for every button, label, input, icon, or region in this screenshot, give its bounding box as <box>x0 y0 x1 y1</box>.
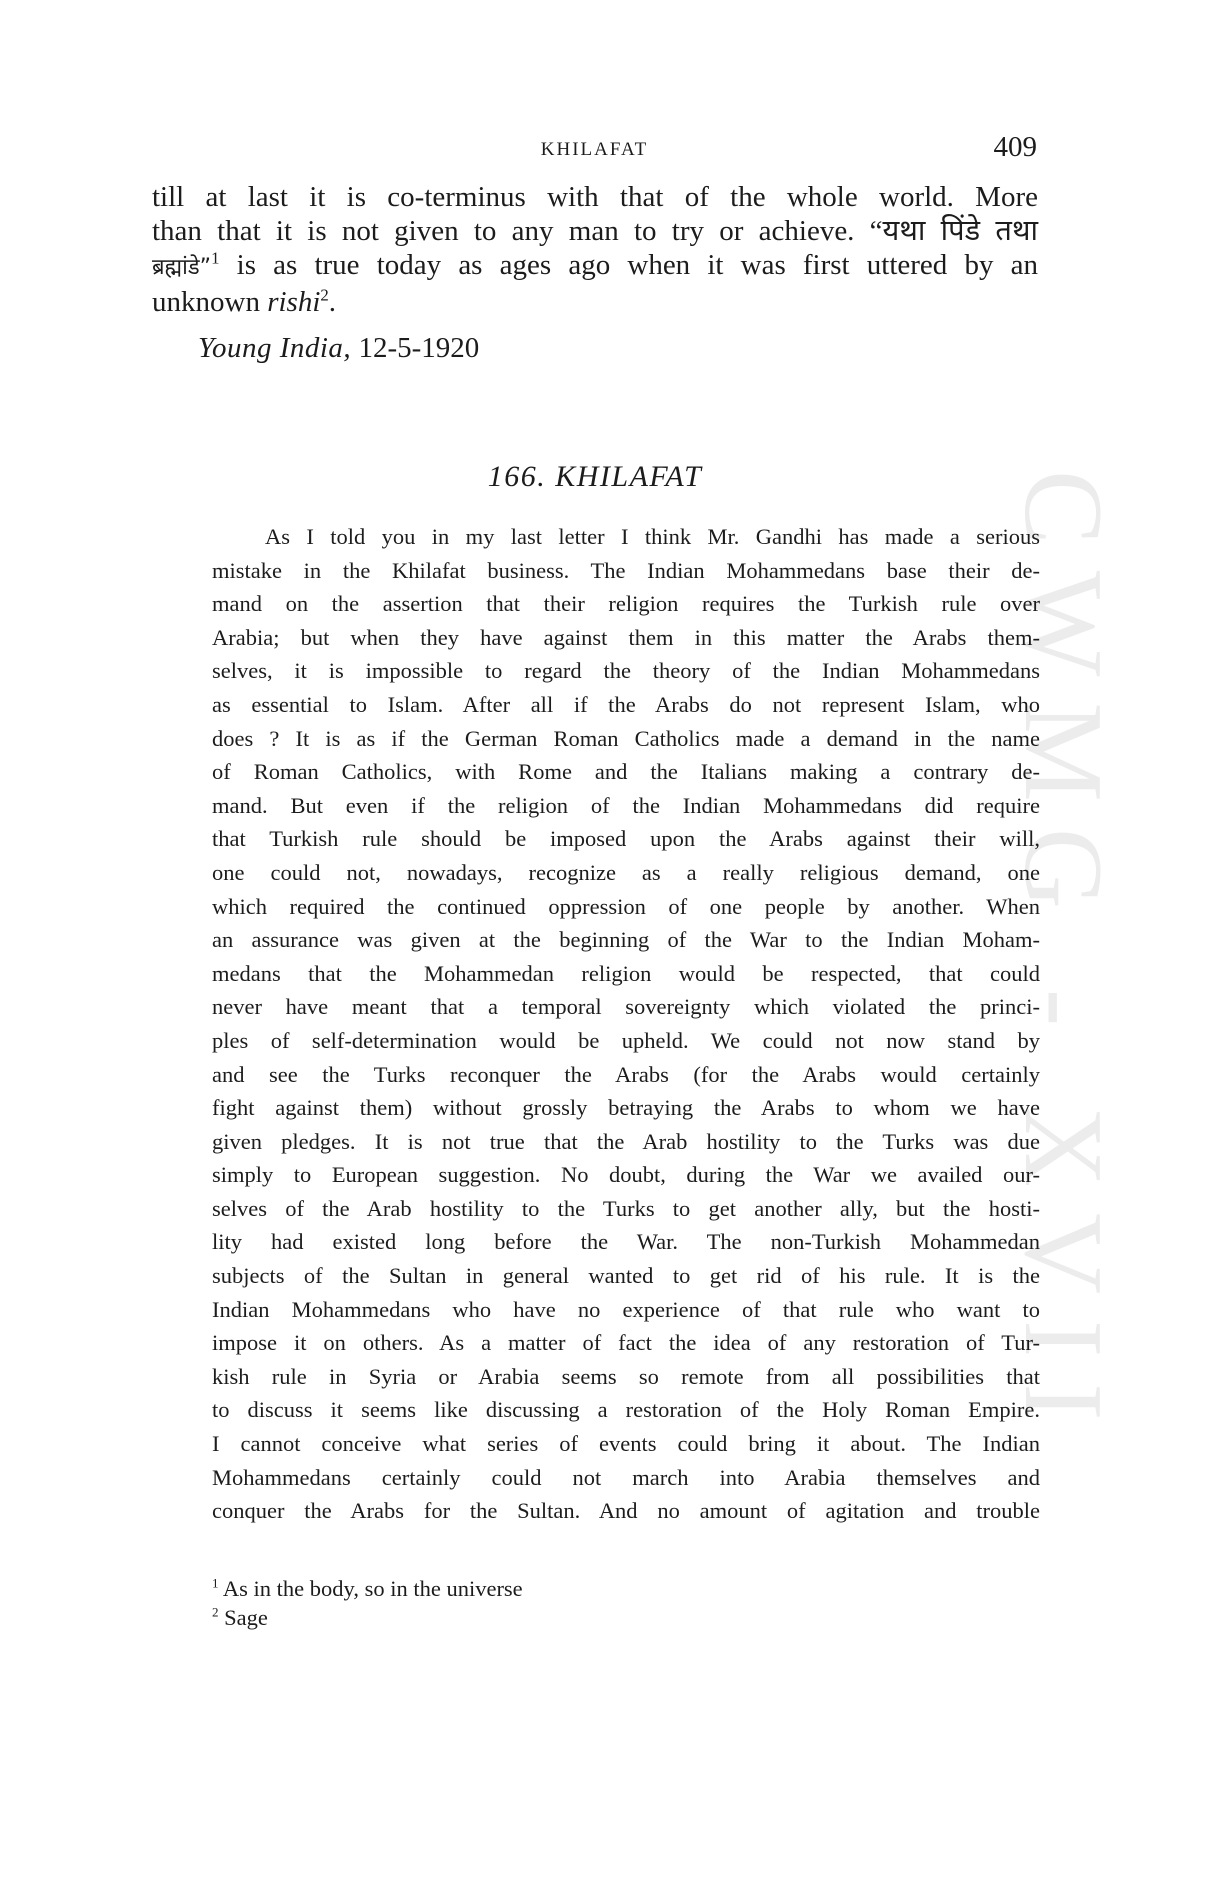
body-line: As I told you in my last letter I think Mr. Gandhi has made a serious <box>265 524 1040 549</box>
intro-line-end: . <box>328 286 337 318</box>
body-line: selves of the Arab hostility to the Turks to get another ally, but the hosti- <box>212 1195 1040 1221</box>
body-line: I cannot conceive what series of events could bring it about. The Indian <box>212 1431 1040 1457</box>
body-line: selves, it is impossible to regard the theory of the Indian Mohammedans <box>212 658 1040 684</box>
intro-line-text: is as true today as ages ago when it was first uttered by an <box>219 249 1038 281</box>
footnotes <box>212 1574 523 1632</box>
intro-line: till at last it is co-terminus with that of the whole world. More <box>152 181 1038 213</box>
footnote-ref-1: 1 <box>211 248 220 268</box>
intro-paragraph <box>152 180 1038 319</box>
page-number: 409 <box>993 131 1037 163</box>
body-line: Mohammedans certainly could not march into Arabia themselves and <box>212 1464 1040 1490</box>
body-line: and see the Turks reconquer the Arabs (for the Arabs would certainly <box>212 1061 1040 1087</box>
body-line: to discuss it seems like discussing a restoration of the Holy Roman Empire. <box>212 1397 1040 1423</box>
footnote-marker: 1 <box>212 1575 219 1591</box>
footnote-ref-2: 2 <box>320 285 329 305</box>
intro-line <box>152 248 1038 285</box>
intro-line <box>152 285 1038 319</box>
body-line: as essential to Islam. After all if the Arabs do not represent Islam, who <box>212 691 1040 717</box>
section-title: 166. KHILAFAT <box>487 460 703 493</box>
source-date: 12-5-1920 <box>358 332 480 364</box>
footnote-1 <box>212 1574 523 1603</box>
body-line: an assurance was given at the beginning of the War to the Indian Moham- <box>212 927 1040 953</box>
running-title: KHILAFAT <box>540 139 649 160</box>
body-line: that Turkish rule should be imposed upon the Arabs against their will, <box>212 826 1040 852</box>
body-line: fight against them) without grossly betraying the Arabs to whom we have <box>212 1095 1040 1121</box>
body-line: which required the continued oppression of one people by another. When <box>212 893 1040 919</box>
body-line: kish rule in Syria or Arabia seems so remote from all possibilities that <box>212 1363 1040 1389</box>
body-line: mand on the assertion that their religion requires the Turkish rule over <box>212 591 1040 617</box>
footnote-text: Sage <box>224 1605 268 1630</box>
intro-line-text: unknown <box>152 286 268 318</box>
sanskrit-quote: ब्रह्मांडे” <box>152 255 212 280</box>
watermark: CWMG - XVII <box>1001 470 1125 1447</box>
body-line: subjects of the Sultan in general wanted to get rid of his rule. It is the <box>212 1263 1040 1289</box>
body-line: Indian Mohammedans who have no experience of that rule who want to <box>212 1296 1040 1322</box>
intro-line-text: than that it is not given to any man to try or achieve. “यथा पिंडे तथा <box>152 215 1038 247</box>
source-publication: Young India, <box>198 332 352 364</box>
footnote-text: As in the body, so in the universe <box>222 1576 523 1601</box>
body-text <box>212 520 1040 1528</box>
body-line: of Roman Catholics, with Rome and the Italians making a contrary de- <box>212 759 1040 785</box>
source-citation <box>198 332 479 365</box>
body-line: impose it on others. As a matter of fact the idea of any restoration of Tur- <box>212 1330 1040 1356</box>
body-line: ples of self-determination would be upheld. We could not now stand by <box>212 1027 1040 1053</box>
body-line: simply to European suggestion. No doubt, during the War we availed our- <box>212 1162 1040 1188</box>
body-line: conquer the Arabs for the Sultan. And no amount of agitation and trouble <box>212 1498 1040 1524</box>
footnote-marker: 2 <box>212 1604 219 1620</box>
rishi-word: rishi <box>267 286 321 318</box>
body-line: never have meant that a temporal sovereignty which violated the princi- <box>212 994 1040 1020</box>
running-head <box>152 133 1037 167</box>
body-line: given pledges. It is not true that the Arab hostility to the Turks was due <box>212 1128 1040 1154</box>
footnote-2 <box>212 1603 523 1632</box>
intro-line <box>152 214 1038 248</box>
body-line: Arabia; but when they have against them in this matter the Arabs them- <box>212 624 1040 650</box>
body-line: one could not, nowadays, recognize as a really religious demand, one <box>212 859 1040 885</box>
body-line: mand. But even if the religion of the Indian Mohammedans did require <box>212 792 1040 818</box>
body-line: mistake in the Khilafat business. The Indian Mohammedans base their de- <box>212 557 1040 583</box>
body-line: medans that the Mohammedan religion would be respected, that could <box>212 960 1040 986</box>
body-line: does ? It is as if the German Roman Catholics made a demand in the name <box>212 725 1040 751</box>
body-line: lity had existed long before the War. The non-Turkish Mohammedan <box>212 1229 1040 1255</box>
